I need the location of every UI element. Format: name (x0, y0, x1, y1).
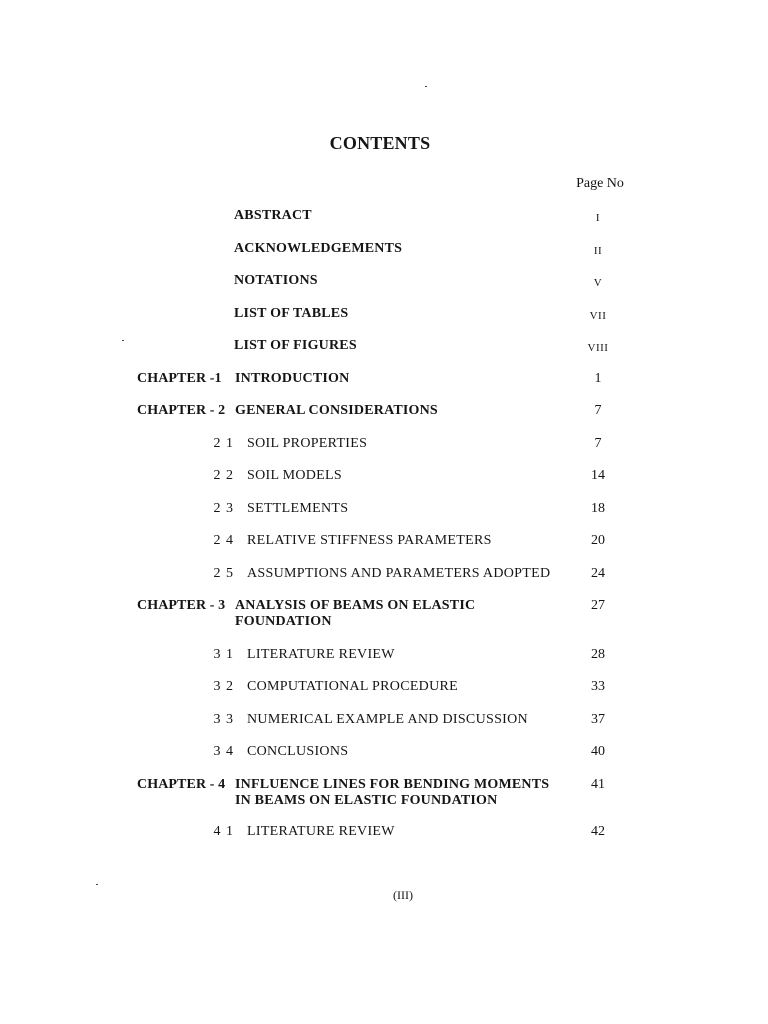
toc-entry-page: 40 (591, 744, 605, 759)
page-footer-number: (III) (393, 888, 413, 902)
toc-entry-page: 28 (591, 647, 605, 662)
page-title: CONTENTS (329, 133, 431, 153)
section-title: SOIL PROPERTIES (247, 436, 368, 451)
chapter-number: CHAPTER - 2 (137, 403, 226, 418)
section-title: RELATIVE STIFFNESS PARAMETERS (247, 533, 492, 548)
scan-speck (122, 340, 124, 341)
section-title: ASSUMPTIONS AND PARAMETERS ADOPTED (247, 566, 551, 581)
toc-entry-page: V (593, 277, 603, 289)
scan-speck (96, 884, 98, 885)
section-title: SETTLEMENTS (247, 501, 349, 516)
chapter-title-line-1: INFLUENCE LINES FOR BENDING MOMENTS (235, 777, 550, 792)
section-title: COMPUTATIONAL PROCEDURE (247, 679, 458, 694)
toc-entry-label: ACKNOWLEDGEMENTS (234, 241, 403, 256)
toc-entry-page: II (593, 245, 603, 257)
toc-entry-page: 7 (594, 403, 602, 418)
chapter-title: GENERAL CONSIDERATIONS (235, 403, 438, 418)
toc-entry-page: 41 (591, 777, 605, 792)
section-number: 3 1 (213, 647, 234, 662)
section-number: 3 2 (213, 679, 234, 694)
toc-entry-label: ABSTRACT (234, 208, 312, 223)
toc-entry-label: LIST OF TABLES (234, 306, 349, 321)
chapter-title: INTRODUCTION (235, 371, 350, 386)
chapter-number: CHAPTER - 4 (137, 777, 226, 792)
toc-entry-label: LIST OF FIGURES (234, 338, 357, 353)
toc-entry-page: 42 (591, 824, 605, 839)
toc-entry-page: 1 (594, 371, 602, 386)
toc-entry-page: VII (589, 310, 607, 322)
section-number: 3 3 (213, 712, 234, 727)
section-number: 2 4 (213, 533, 234, 548)
section-title: LITERATURE REVIEW (247, 647, 395, 662)
chapter-title-line-2: FOUNDATION (235, 614, 332, 629)
toc-entry-page: 27 (591, 598, 605, 613)
chapter-number: CHAPTER -1 (137, 371, 222, 386)
toc-entry-page: 7 (594, 436, 602, 451)
toc-entry-page: 37 (591, 712, 605, 727)
chapter-number: CHAPTER - 3 (137, 598, 226, 613)
toc-entry-page: 20 (591, 533, 605, 548)
section-number: 2 3 (213, 501, 234, 516)
section-number: 4 1 (213, 824, 234, 839)
section-number: 2 2 (213, 468, 234, 483)
toc-entry-page: VIII (587, 342, 609, 354)
toc-entry-label: NOTATIONS (234, 273, 318, 288)
section-number: 2 1 (213, 436, 234, 451)
section-title: LITERATURE REVIEW (247, 824, 395, 839)
toc-entry-page: 18 (591, 501, 605, 516)
toc-entry-page: 33 (591, 679, 605, 694)
section-title: NUMERICAL EXAMPLE AND DISCUSSION (247, 712, 528, 727)
section-number: 2 5 (213, 566, 234, 581)
chapter-title-line-1: ANALYSIS OF BEAMS ON ELASTIC (235, 598, 476, 613)
section-title: SOIL MODELS (247, 468, 342, 483)
scan-speck (425, 86, 427, 87)
toc-entry-page: 24 (591, 566, 605, 581)
toc-entry-page: 14 (591, 468, 605, 483)
section-title: CONCLUSIONS (247, 744, 349, 759)
section-number: 3 4 (213, 744, 234, 759)
toc-entry-page: I (595, 212, 601, 224)
chapter-title-line-2: IN BEAMS ON ELASTIC FOUNDATION (235, 793, 498, 808)
page-number-column-header: Page No (576, 176, 624, 191)
